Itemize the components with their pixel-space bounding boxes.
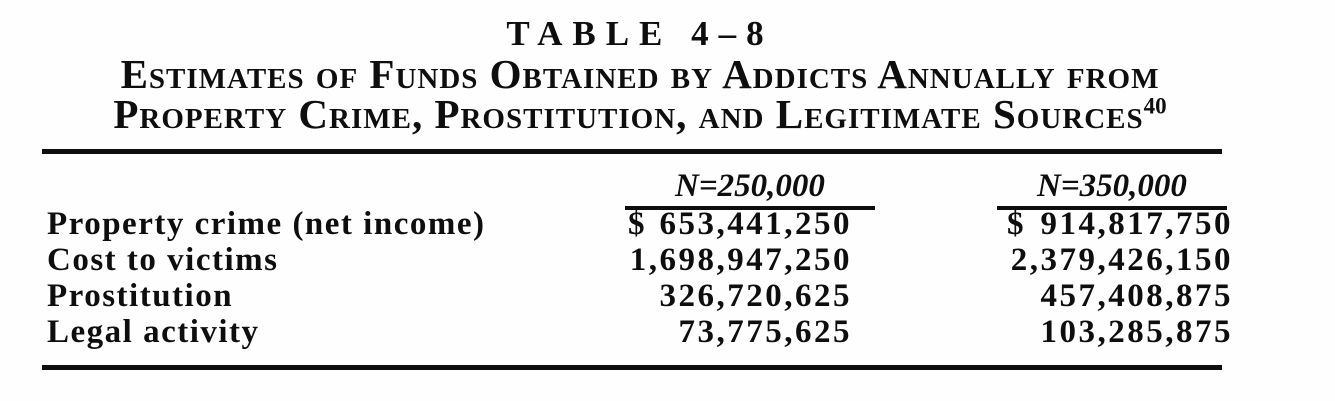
subtitle-line-2-text: Property Crime, Prostitution, and Legitimate Sources bbox=[113, 91, 1144, 137]
value-cell bbox=[855, 278, 1233, 314]
bottom-rule bbox=[42, 365, 1222, 370]
row-label: Cost to victims bbox=[47, 242, 279, 278]
value-cell bbox=[585, 278, 855, 314]
table-body bbox=[40, 206, 1290, 350]
table-row bbox=[40, 206, 1290, 242]
table-row bbox=[40, 278, 1290, 314]
table-heading bbox=[40, 14, 1240, 137]
cell-value: 103,285,875 bbox=[1040, 314, 1233, 350]
subtitle-line-2 bbox=[40, 91, 1240, 137]
dollar-sign: $ bbox=[1007, 206, 1024, 242]
value-cell bbox=[855, 206, 1233, 242]
value-cell bbox=[855, 242, 1233, 278]
row-label: Legal activity bbox=[47, 314, 260, 350]
row-label: Property crime (net income) bbox=[47, 206, 486, 242]
table-row bbox=[40, 242, 1290, 278]
value-cell bbox=[585, 206, 855, 242]
value-cell bbox=[585, 314, 855, 350]
column-header-n250000: N=250,000 bbox=[675, 168, 825, 204]
cell-value: 73,775,625 bbox=[678, 314, 852, 350]
cell-value: 914,817,750 bbox=[1040, 206, 1233, 242]
row-label: Prostitution bbox=[47, 278, 234, 314]
top-rule bbox=[42, 149, 1222, 154]
column-header-n350000: N=350,000 bbox=[1037, 168, 1187, 204]
table-title: TABLE 4–8 bbox=[506, 14, 774, 53]
cell-value: 653,441,250 bbox=[659, 206, 852, 242]
cell-value: 2,379,426,150 bbox=[1010, 242, 1233, 278]
subtitle-line-1: Estimates of Funds Obtained by Addicts Annually from bbox=[120, 51, 1160, 97]
value-cell bbox=[855, 314, 1233, 350]
value-cell bbox=[585, 242, 855, 278]
dollar-sign: $ bbox=[628, 206, 645, 242]
cell-value: 457,408,875 bbox=[1040, 278, 1233, 314]
footnote-reference: 40 bbox=[1143, 93, 1167, 119]
table-row bbox=[40, 314, 1290, 350]
cell-value: 326,720,625 bbox=[659, 278, 852, 314]
cell-value: 1,698,947,250 bbox=[629, 242, 852, 278]
